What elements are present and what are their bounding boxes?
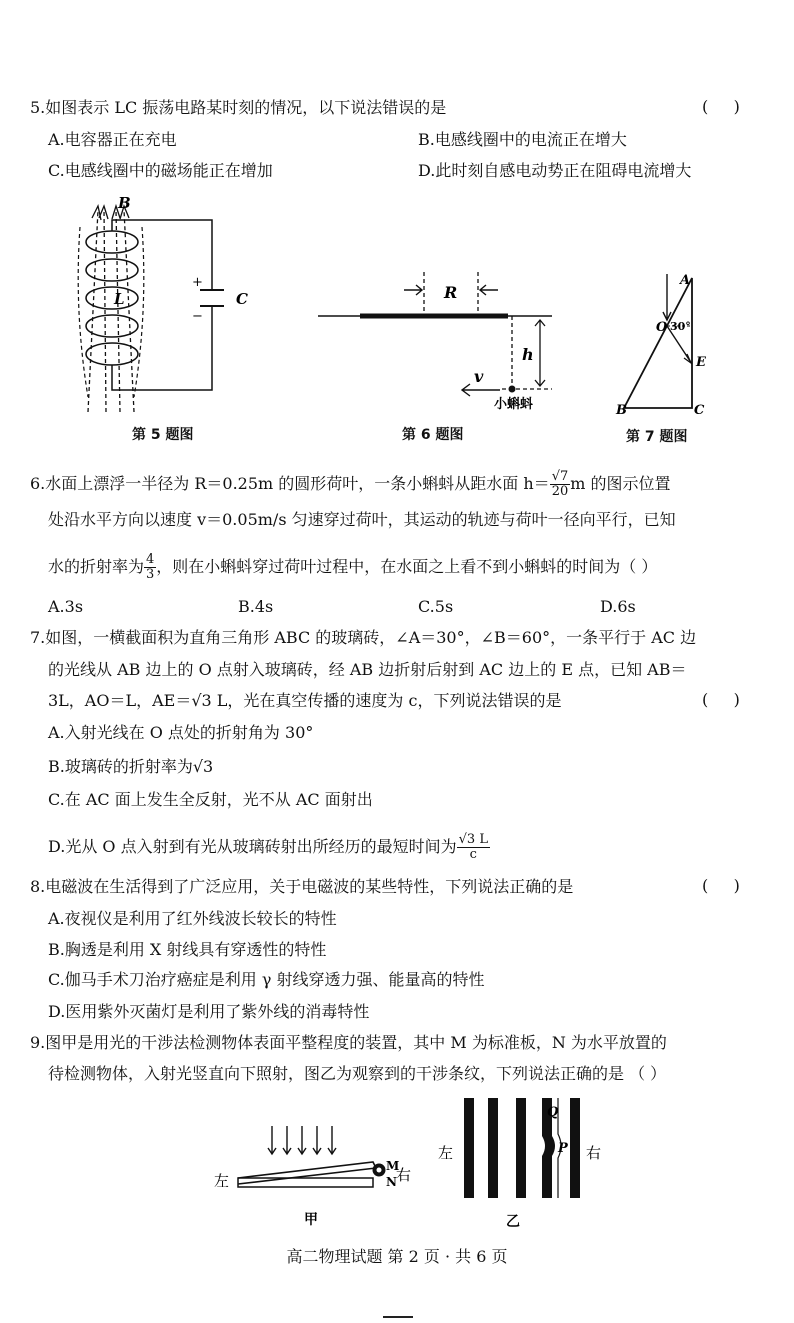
q6-line-2: 处沿水平方向以速度 v＝0.05m/s 匀速穿过荷叶，其运动的轨迹与荷叶一径向平行，已知 [48, 510, 676, 529]
fig9-label-q: Q [547, 1105, 559, 1120]
fig6-caption: 第 6 题图 [402, 427, 464, 443]
q5-option-d: D.此时刻自感电动势正在阻碍电流增大 [418, 161, 692, 180]
fig5-lc-circuit-diagram [70, 192, 270, 417]
q7-option-b: B.玻璃砖的折射率为√3 [48, 757, 214, 776]
fig7-label-o: O [656, 320, 668, 335]
q8-option-c: C.伽马手术刀治疗癌症是利用 γ 射线穿透力强、能量高的特性 [48, 970, 485, 989]
q5-answer-paren: ( ) [702, 97, 740, 116]
q7-time-numerator: √3 L [458, 832, 488, 847]
q5-option-a: A.电容器正在充电 [48, 130, 177, 149]
fig6-label-tadpole: 小蝌蚪 [494, 397, 534, 412]
q6-h-numerator: √7 [551, 469, 569, 484]
fig7-label-e: E [696, 355, 706, 370]
fig6-label-h: h [522, 345, 534, 364]
q5-option-c: C.电感线圈中的磁场能正在增加 [48, 161, 273, 180]
fig7-label-a: A [680, 273, 691, 288]
q6-line-3-tail: ，则在小蝌蚪穿过荷叶过程中，在水面之上看不到小蝌蚪的时间为（ ） [156, 557, 658, 576]
fig9-label-m: M [386, 1159, 400, 1173]
q8-option-d: D.医用紫外灭菌灯是利用了紫外线的消毒特性 [48, 1002, 370, 1021]
q6-index-numerator: 4 [146, 552, 155, 567]
q6-line-3 [48, 553, 657, 582]
fig7-label-angle: 30° [670, 320, 691, 333]
fig6-label-r: R [444, 283, 458, 302]
fig5-label-b: B [118, 194, 131, 212]
q7-line-1: 7.如图，一横截面积为直角三角形 ABC 的玻璃砖，∠A＝30°，∠B＝60°，一条平行于 AC 边 [30, 628, 697, 647]
q6-line-3-text: 水的折射率为 [48, 557, 145, 576]
fig5-caption: 第 5 题图 [132, 427, 194, 443]
q8-option-b: B.胸透是利用 X 射线具有穿透性的特性 [48, 940, 327, 959]
q7-time-denominator: c [469, 847, 477, 862]
q7-option-a: A.入射光线在 O 点处的折射角为 30° [48, 723, 314, 742]
q6-h-fraction [550, 470, 571, 499]
q6-option-a: A.3s [48, 597, 84, 616]
q6-line-1 [30, 470, 671, 499]
fig5-plus-sign: + [192, 275, 203, 290]
q7-option-d [48, 833, 490, 862]
q8-stem: 8.电磁波在生活得到了广泛应用，关于电磁波的某些特性，下列说法正确的是 [30, 877, 574, 896]
q6-index-fraction [144, 553, 156, 582]
q8-option-a: A.夜视仪是利用了红外线波长较长的特性 [48, 909, 337, 928]
fig7-caption: 第 7 题图 [626, 429, 688, 445]
fig5-label-c: C [236, 290, 248, 308]
page-footer: 高二物理试题 第 2 页 · 共 6 页 [286, 1247, 508, 1266]
q6-option-b: B.4s [238, 597, 274, 616]
q7-time-fraction [457, 833, 490, 862]
fig9-label-p: P [558, 1141, 568, 1156]
q6-option-c: C.5s [418, 597, 454, 616]
q9-line-2: 待检测物体，入射光竖直向下照射，图乙为观察到的干涉条纹，下列说法正确的是 （ ） [48, 1064, 667, 1083]
fig9-jia-left-label: 左 [214, 1172, 230, 1190]
q6-line-1-tail: m 的图示位置 [570, 474, 671, 493]
q9-line-1: 9.图甲是用光的干涉法检测物体表面平整程度的装置，其中 M 为标准板，N 为水平放置的 [30, 1033, 667, 1052]
fig6-label-v: v [474, 367, 484, 386]
fig9-jia-wedge-diagram [210, 1120, 420, 1230]
fig9-label-n: N [386, 1175, 397, 1189]
q7-line-2: 的光线从 AB 边上的 O 点射入玻璃砖，经 AB 边折射后射到 AC 边上的 E 点，已知 AB＝ [48, 660, 687, 679]
fig7-prism-diagram [612, 268, 712, 418]
q7-option-d-text: D.光从 O 点入射到有光从玻璃砖射出所经历的最短时间为 [48, 837, 457, 856]
fig7-label-b: B [616, 403, 627, 418]
fig9-jia-caption: 甲 [304, 1212, 318, 1228]
q6-h-denominator: 20 [551, 484, 569, 499]
footer-rule [383, 1316, 413, 1318]
fig9-yi-left-label: 左 [438, 1144, 454, 1162]
q6-option-d: D.6s [600, 597, 636, 616]
fig9-yi-caption: 乙 [506, 1214, 520, 1230]
fig7-label-c: C [694, 403, 705, 418]
fig6-tadpole-diagram [312, 268, 562, 416]
q6-line-1-text: 6.水面上漂浮一半径为 R＝0.25m 的圆形荷叶，一条小蝌蚪从距水面 h＝ [30, 474, 550, 493]
q6-index-denominator: 3 [146, 567, 155, 582]
q5-option-b: B.电感线圈中的电流正在增大 [418, 130, 627, 149]
q7-line-3: 3L，AO＝L，AE＝√3 L，光在真空传播的速度为 c，下列说法错误的是 [48, 691, 562, 710]
q7-answer-paren: ( ) [702, 690, 740, 709]
fig5-label-l: L [114, 290, 125, 308]
q5-stem: 5.如图表示 LC 振荡电路某时刻的情况，以下说法错误的是 [30, 98, 447, 117]
fig9-yi-right-label: 右 [586, 1144, 602, 1162]
fig5-minus-sign: − [192, 309, 203, 324]
q7-option-c: C.在 AC 面上发生全反射，光不从 AC 面射出 [48, 790, 373, 809]
fig9-jia-right-label: 右 [396, 1166, 412, 1184]
fig9-yi-fringe-diagram [434, 1094, 614, 1230]
q8-answer-paren: ( ) [702, 876, 740, 895]
